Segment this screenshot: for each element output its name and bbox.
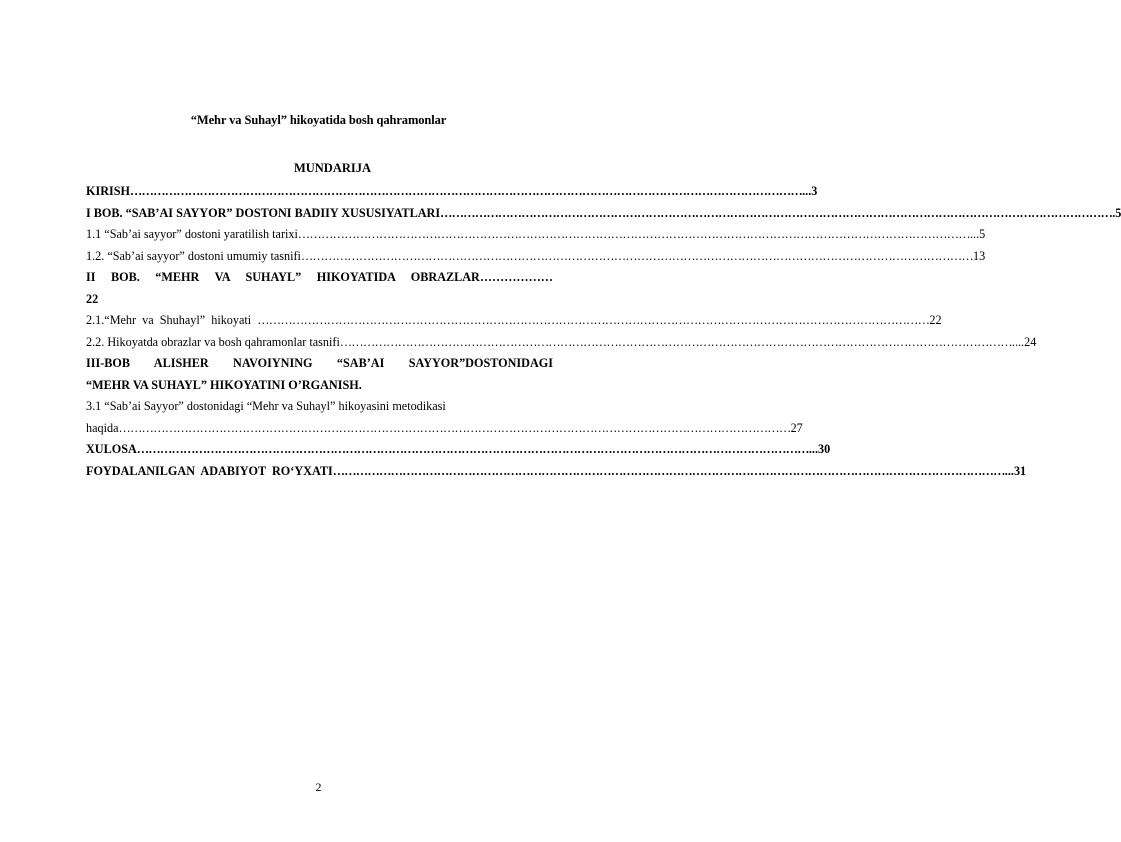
toc-page-number: ....24 [1011, 334, 1037, 349]
toc-entry-chapter-2[interactable] [86, 267, 553, 289]
toc-page-number: ...30 [808, 442, 831, 456]
toc-entry-xulosa[interactable] [86, 439, 831, 461]
toc-entry-label: 3.1 “Sab’ai Sayyor” dostonidagi “Mehr va Suhayl” hikoyasini metodikasi [86, 399, 446, 413]
toc-page-number: 22 [86, 291, 99, 306]
toc-leader-dots: ………………………………………………………………………………………………………………………………………………………… [130, 184, 803, 198]
toc-entry-section-3-1[interactable] [86, 396, 553, 418]
toc-leader-dots: ………………………………………………………………………………………………………………………………………………………… [257, 313, 930, 327]
toc-heading: MUNDARIJA [293, 161, 372, 175]
toc-entry-label: haqida [86, 420, 119, 435]
toc-entry-section-3-1-continued[interactable] [86, 418, 803, 440]
toc-entry-label: III-BOB ALISHER NAVOIYNING “SAB’AI SAYYOR”DOSTONIDAGI [86, 356, 553, 370]
toc-entry-label: XULOSA [86, 442, 137, 456]
toc-leader-dots: ………………………………………………………………………………………………………………………………………………………… [136, 442, 809, 456]
toc-page-number: 13 [973, 248, 986, 263]
toc-entry-section-1-2[interactable] [86, 246, 986, 268]
toc-entry-label: 1.2. “Sab’ai sayyor” dostoni umumiy tasnifi [86, 248, 301, 263]
toc-leader-dots: ………………………………………………………………………………………………………………………………………………………… [332, 463, 1005, 478]
toc-entry-label: KIRISH [86, 184, 131, 198]
toc-entry-chapter-3[interactable] [86, 353, 553, 375]
document-title: “Mehr va Suhayl” hikoyatida bosh qahramonlar [190, 113, 447, 127]
toc-entry-label: 2.2. Hikoyatda obrazlar va bosh qahramonlar tasnifi [86, 334, 340, 349]
toc-page-number: 27 [790, 420, 803, 435]
toc-entry-chapter-3-continued[interactable] [86, 375, 553, 397]
toc-entry-section-2-2[interactable] [86, 332, 1037, 354]
toc-entry-section-1-1[interactable] [86, 224, 986, 246]
toc-page-number: ...3 [802, 184, 818, 198]
toc-leader-dots: ………………………………………………………………………………………………………………………………………………………… [300, 248, 974, 263]
toc-leader-dots: ………………………………………………………………………………………………………………………………………………………… [118, 420, 791, 435]
toc-entry-label: 2.1.“Mehr va Shuhayl” hikoyati [86, 313, 258, 327]
toc-entry-chapter-2-page[interactable] [86, 289, 553, 311]
toc-entry-section-2-1[interactable] [86, 310, 942, 332]
toc-page-number: ...31 [1004, 463, 1027, 478]
toc-entry-label: II BOB. “MEHR VA SUHAYL” HIKOYATIDA OBRAZLAR……………… [86, 270, 553, 284]
toc-leader-dots: ………………………………………………………………………………………………………………………………………………………… [297, 227, 970, 241]
toc-entry-label: 1.1 “Sab’ai sayyor” dostoni yaratilish tarixi [86, 227, 298, 241]
toc-entry-label: I BOB. “SAB’AI SAYYOR” DOSTONI BADIIY XUSUSIYATLARI [86, 205, 441, 220]
toc-page-number: ...5 [969, 227, 986, 241]
toc-entry-chapter-1[interactable] [86, 203, 1121, 225]
toc-entry-label: “MEHR VA SUHAYL” HIKOYATINI O’RGANISH. [86, 377, 362, 392]
toc-entry-bibliography[interactable] [86, 461, 1027, 483]
page-number: 2 [315, 780, 322, 794]
toc-entry-kirish[interactable] [86, 181, 818, 203]
toc-page-number: .5 [1112, 205, 1121, 220]
toc-page-number: 22 [929, 313, 942, 327]
table-of-contents [86, 181, 1121, 482]
toc-entry-label: FOYDALANILGAN ADABIYOT RO‘YXATI [86, 463, 333, 478]
toc-leader-dots: ………………………………………………………………………………………………………………………………………………………… [440, 205, 1113, 220]
toc-leader-dots: ………………………………………………………………………………………………………………………………………………………… [339, 334, 1012, 349]
